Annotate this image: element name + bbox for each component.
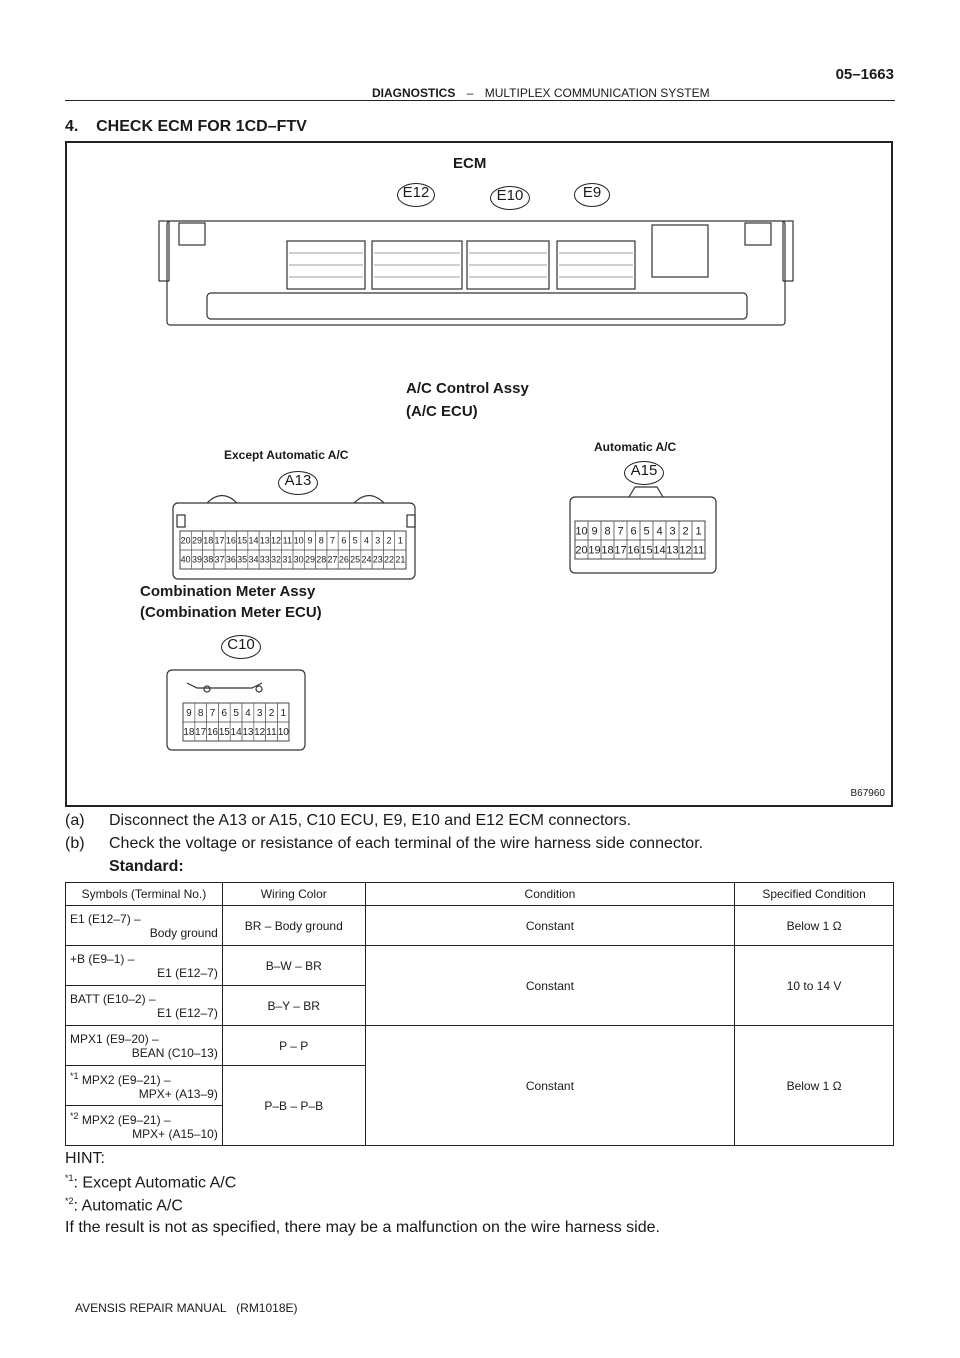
ecm-label: ECM [453,155,487,172]
wiring-cell: B–Y – BR [222,986,365,1026]
symbol-line1 [70,1071,218,1087]
a15-pin-label: 15 [640,544,653,557]
wiring-cell: P–B – P–B [222,1066,365,1146]
spec-table [65,882,894,1146]
a13-pin-label: 25 [350,554,361,565]
symbol-line1: BATT (E10–2) – [70,991,156,1006]
a13-pin-label: 17 [214,535,225,546]
hint-title: HINT: [65,1150,105,1167]
section-header [372,86,710,100]
col-header-condition: Condition [365,883,734,906]
a13-pin-label: 8 [318,535,324,546]
a15-callout: A15 [624,461,664,485]
a13-key-left [177,515,185,527]
a15-pin-label: 20 [575,544,588,557]
meter-label-line1: Combination Meter Assy [140,583,316,600]
ecm-fuse-area [652,225,708,277]
c10-pins [183,703,289,741]
spec-cell: Below 1 Ω [735,906,894,946]
table-row [66,946,894,986]
c10-pin-label: 7 [209,708,216,720]
a15-pin-label: 18 [601,544,614,557]
a13-pin-label: 10 [293,535,304,546]
instruction-b-mark: (b) [65,835,85,852]
symbol-line1 [70,1111,218,1127]
a13-pin-label: 12 [271,535,282,546]
a15-pin-label: 4 [656,525,663,538]
a15-lock [629,487,663,497]
wiring-cell: B–W – BR [222,946,365,986]
subsection-title: MULTIPLEX COMMUNICATION SYSTEM [484,86,710,100]
footnote-mark: *1 [70,1070,79,1081]
a13-pin-label: 31 [282,554,293,565]
a13-pin-label: 28 [316,554,327,565]
a15-pin-label: 16 [627,544,640,557]
hint-note2 [65,1196,183,1215]
c10-pin-left [204,686,210,692]
hint-note2-text: : Automatic A/C [73,1197,183,1215]
c10-pin-label: 4 [245,708,251,720]
a13-pin-label: 7 [330,535,336,546]
ecm-base [207,293,747,319]
a13-pin-label: 16 [225,535,236,546]
symbol-line1: E1 (E12–7) – [70,911,141,926]
a13-pin-label: 11 [282,535,293,546]
a13-pin-label: 39 [191,554,202,565]
meter-label-line2: (Combination Meter ECU) [140,604,322,621]
a15-pin-label: 10 [575,525,588,538]
spec-cell: Below 1 Ω [735,1026,894,1146]
symbol-line2: MPX+ (A15–10) [132,1126,218,1141]
a13-pin-label: 4 [363,535,369,546]
footnote-mark: *2 [70,1110,79,1121]
c10-pin-label: 13 [242,727,254,739]
a13-pin-label: 1 [397,535,403,546]
a15-pin-label: 19 [588,544,601,557]
a15-pin-label: 9 [591,525,598,538]
a15-pin-label: 13 [666,544,679,557]
a13-pin-label: 26 [338,554,349,565]
c10-pin-label: 3 [256,708,263,720]
a13-pin-label: 18 [203,535,214,546]
symbol-line1: MPX1 (E9–20) – [70,1031,159,1046]
a13-pin-label: 29 [191,535,202,546]
a13-pin-label: 32 [271,554,282,565]
a13-pin-label: 2 [386,535,392,546]
table-row [66,1026,894,1066]
footnote-mark: *1 [65,1173,74,1183]
a13-pin-label: 22 [384,554,395,565]
a13-pin-label: 24 [361,554,372,565]
hint-note3: If the result is not as specified, there may be a malfunction on the wire harness side. [65,1219,660,1236]
ac-label-line2: (A/C ECU) [406,403,478,420]
c10-pin-label: 16 [206,727,219,739]
a13-callout: A13 [278,471,318,495]
a13-pin-label: 40 [180,554,191,565]
condition-cell: Constant [365,946,734,1026]
ecm-pin-grid [289,253,633,277]
a13-pin-label: 30 [293,554,304,565]
footnote-mark: *2 [65,1196,74,1206]
a13-pin-label: 37 [214,554,225,565]
c10-pin-label: 12 [254,727,266,739]
ecm-right-notch [745,223,771,245]
c10-pin-label: 5 [233,708,239,720]
a15-pin-label: 12 [679,544,692,557]
section-title: DIAGNOSTICS [372,86,456,100]
ecm-housing [167,221,785,325]
a15-pin-label: 17 [614,544,627,557]
a13-pin-label: 6 [341,535,347,546]
c10-pin-label: 6 [221,708,228,720]
e10-callout: E10 [490,186,530,210]
standard-heading: Standard: [109,858,184,875]
condition-cell: Constant [365,1026,734,1146]
wiring-cell: BR – Body ground [222,906,365,946]
condition-cell: Constant [365,906,734,946]
col-header-wiring: Wiring Color [222,883,365,906]
symbol-text: MPX2 (E9–21) – [81,1072,171,1087]
connector-figure [65,141,893,807]
a13-key-right [407,515,415,527]
a13-pin-label: 27 [327,554,338,565]
footer-text: AVENSIS REPAIR MANUAL (RM1018E) [75,1301,298,1315]
symbol-cell [66,906,223,946]
a13-lock-right [354,496,384,504]
a15-pin-label: 14 [653,544,666,557]
a15-pin-label: 11 [692,544,705,557]
symbol-cell [66,946,223,986]
spec-cell: 10 to 14 V [735,946,894,1026]
a15-pin-label: 3 [669,525,676,538]
a15-pin-label: 2 [682,525,689,538]
a13-pin-label: 29 [304,554,315,565]
a13-pin-label: 15 [237,535,248,546]
instruction-b [65,835,703,853]
a15-pins [575,521,705,559]
a13-pin-label: 21 [395,554,406,565]
c10-pin-label: 10 [277,727,289,739]
c10-key [187,683,262,688]
a15-pin-label: 8 [604,525,611,538]
c10-pin-label: 15 [218,727,230,739]
symbol-line2: Body ground [149,925,218,940]
a15-pin-label: 5 [643,525,650,538]
a13-pin-label: 35 [237,554,248,565]
a13-pin-label: 13 [259,535,270,546]
a13-pin-label: 9 [307,535,313,546]
a15-pin-label: 6 [630,525,637,538]
symbol-line2: BEAN (C10–13) [131,1045,218,1060]
c10-callout: C10 [221,635,261,659]
instruction-a-mark: (a) [65,812,85,829]
e9-callout: E9 [574,183,610,207]
c10-pin-label: 18 [183,727,195,739]
c10-pin-label: 11 [266,727,277,739]
a13-pin-label: 5 [352,535,358,546]
auto-label: Automatic A/C [594,440,677,454]
col-header-spec: Specified Condition [735,883,894,906]
a13-pin-label: 34 [248,554,259,565]
a13-pin-label: 3 [375,535,381,546]
c10-pin-label: 1 [280,708,287,720]
a13-pin-label: 38 [203,554,214,565]
step-title: 4. CHECK ECM FOR 1CD–FTV [65,118,307,135]
symbol-line2: MPX+ (A13–9) [138,1086,218,1101]
c10-pin-label: 2 [268,708,275,720]
a13-pin-label: 36 [225,554,236,565]
a13-pin-label: 33 [259,554,270,565]
a13-pin-label: 23 [372,554,383,565]
e12-callout: E12 [397,183,435,207]
wiring-cell: P – P [222,1026,365,1066]
ecm-left-notch [179,223,205,245]
c10-pin-label: 8 [197,708,204,720]
symbol-text: MPX2 (E9–21) – [81,1112,171,1127]
a13-pin-label: 20 [180,535,191,546]
a13-pins [180,531,406,569]
connector-drawing [67,143,895,809]
hint-note1-text: : Except Automatic A/C [73,1174,237,1192]
symbol-line2: E1 (E12–7) [157,965,218,980]
section-separator: – [466,86,474,100]
a13-lock-left [207,496,237,504]
instruction-b-text: Check the voltage or resistance of each terminal of the wire harness side connector. [109,835,704,852]
except-auto-label: Except Automatic A/C [224,448,349,462]
symbol-cell [66,1066,223,1106]
symbol-cell [66,1106,223,1146]
a15-pin-label: 7 [617,525,624,538]
symbol-line2: E1 (E12–7) [157,1005,218,1020]
page-number: 05–1663 [835,66,894,83]
instruction-a-text: Disconnect the A13 or A15, C10 ECU, E9, E10 and E12 ECM connectors. [109,812,632,829]
symbol-cell [66,1026,223,1066]
a15-pin-label: 1 [695,525,702,538]
instruction-a [65,812,631,830]
col-header-symbols: Symbols (Terminal No.) [66,883,223,906]
header-rule [65,100,895,101]
symbol-line1: +B (E9–1) – [70,951,135,966]
a13-pin-label: 14 [248,535,259,546]
table-header-row [66,883,894,906]
symbol-cell [66,986,223,1026]
table-row [66,906,894,946]
c10-pin-label: 17 [195,727,207,739]
ac-label-line1: A/C Control Assy [406,380,529,397]
hint-note1 [65,1173,236,1192]
c10-pin-label: 9 [186,708,192,720]
c10-pin-right [256,686,262,692]
figure-id: B67960 [850,788,885,799]
c10-pin-label: 14 [230,727,242,739]
